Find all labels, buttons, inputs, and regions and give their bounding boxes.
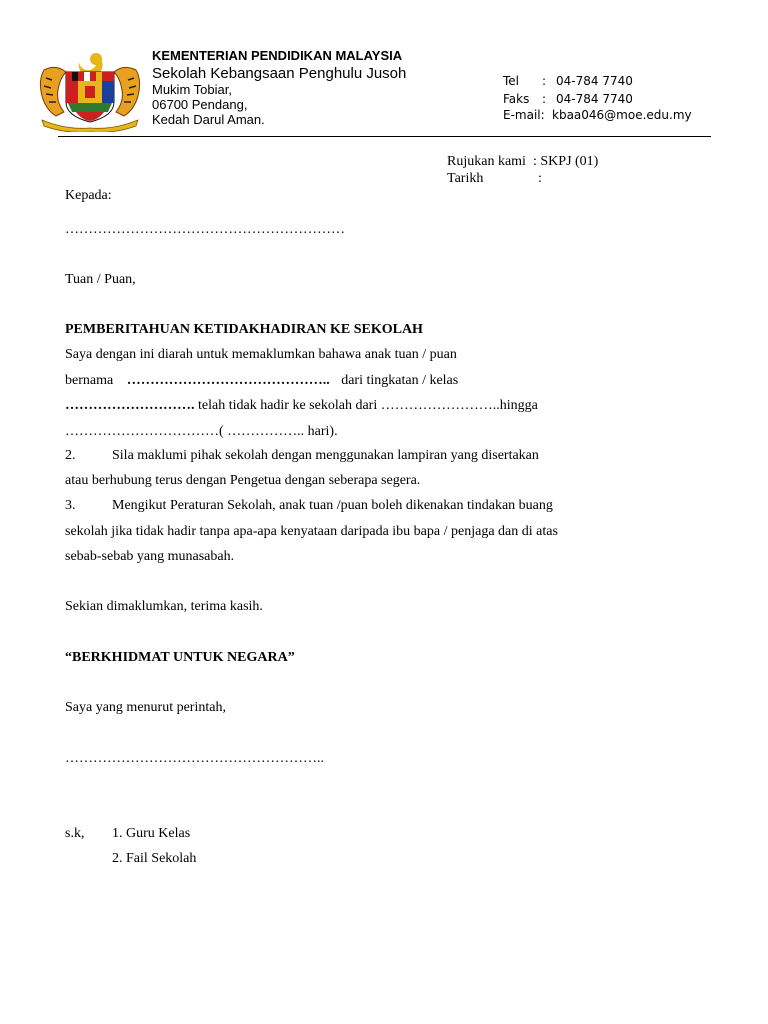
email-address: kbaa046@moe.edu.my (552, 108, 692, 122)
left-tiger-icon (40, 67, 66, 116)
paragraph-3-text: Mengikut Peraturan Sekolah, anak tuan /puan boleh dikenakan tindakan buang (112, 498, 553, 513)
tel-number: 04-784 7740 (556, 74, 633, 88)
reference-value: : SKPJ (01) (533, 154, 599, 169)
address-line-1: Mukim Tobiar, (152, 82, 232, 97)
closing-line: Sekian dimaklumkan, terima kasih. (65, 599, 263, 614)
recipient-label: Kepada: (65, 188, 112, 203)
paragraph-1-line-3 (65, 398, 538, 414)
paragraph-3-line-3: sebab-sebab yang munasabah. (65, 549, 235, 564)
subject-heading: PEMBERITAHUAN KETIDAKHADIRAN KE SEKOLAH (65, 322, 423, 337)
right-tiger-icon (114, 67, 140, 116)
fax-label: Faks (503, 92, 530, 106)
date-label: Tarikh (447, 171, 484, 186)
paragraph-2-text: Sila maklumi pihak sekolah dengan menggunakan lampiran yang disertakan (112, 448, 539, 463)
federal-star-icon (90, 53, 102, 65)
paragraph-1-line-2 (65, 373, 458, 389)
paragraph-3-number: 3. (65, 498, 76, 513)
paragraph-1-line-4: ……………………………( …………….. hari). (65, 424, 338, 439)
paragraph-2-line-2: atau berhubung terus dengan Pengetua dengan seberapa segera. (65, 473, 421, 488)
sign-off: Saya yang menurut perintah, (65, 700, 226, 715)
paragraph-3-line-1 (65, 498, 553, 514)
paragraph-1-line-1: Saya dengan ini diarah untuk memaklumkan bahawa anak tuan / puan (65, 347, 457, 362)
date-value: : (538, 171, 542, 186)
signature-line: ……………………………………………….. (65, 751, 324, 766)
coat-of-arms-logo (36, 50, 144, 132)
salutation: Tuan / Puan, (65, 272, 136, 287)
recipient-line: …………………………………………………… (65, 222, 345, 237)
address-line-2: 06700 Pendang, (152, 97, 248, 112)
paragraph-2-number: 2. (65, 448, 76, 463)
tel-separator: : (542, 74, 547, 88)
absence-period-text: telah tidak hadir ke sekolah dari ……………………..hingga (198, 398, 538, 413)
school-name: Sekolah Kebangsaan Penghulu Jusoh (152, 65, 407, 82)
cc-item-1: 1. Guru Kelas (112, 826, 191, 841)
ministry-name: KEMENTERIAN PENDIDIKAN MALAYSIA (152, 48, 403, 63)
class-blank: ………………………. (65, 398, 195, 413)
student-name-blank: …………………………………….. (126, 373, 330, 388)
class-label: dari tingkatan / kelas (341, 373, 459, 388)
reference-label: Rujukan kami (447, 154, 526, 169)
email-label: E-mail: (503, 108, 545, 122)
cc-item-2: 2. Fail Sekolah (112, 851, 197, 866)
fax-separator: : (542, 92, 547, 106)
tel-label: Tel (503, 74, 520, 88)
address-line-3: Kedah Darul Aman. (152, 112, 265, 127)
paragraph-3-line-2: sekolah jika tidak hadir tanpa apa-apa kenyataan daripada ibu bapa / penjaga dan di atas (65, 524, 558, 539)
paragraph-2-line-1 (65, 448, 539, 464)
motto-text: “BERKHIDMAT UNTUK NEGARA” (65, 650, 295, 665)
fax-number: 04-784 7740 (556, 92, 633, 106)
letterhead-divider (58, 136, 711, 137)
named-label: bernama (65, 373, 114, 388)
cc-label: s.k, (65, 826, 85, 841)
